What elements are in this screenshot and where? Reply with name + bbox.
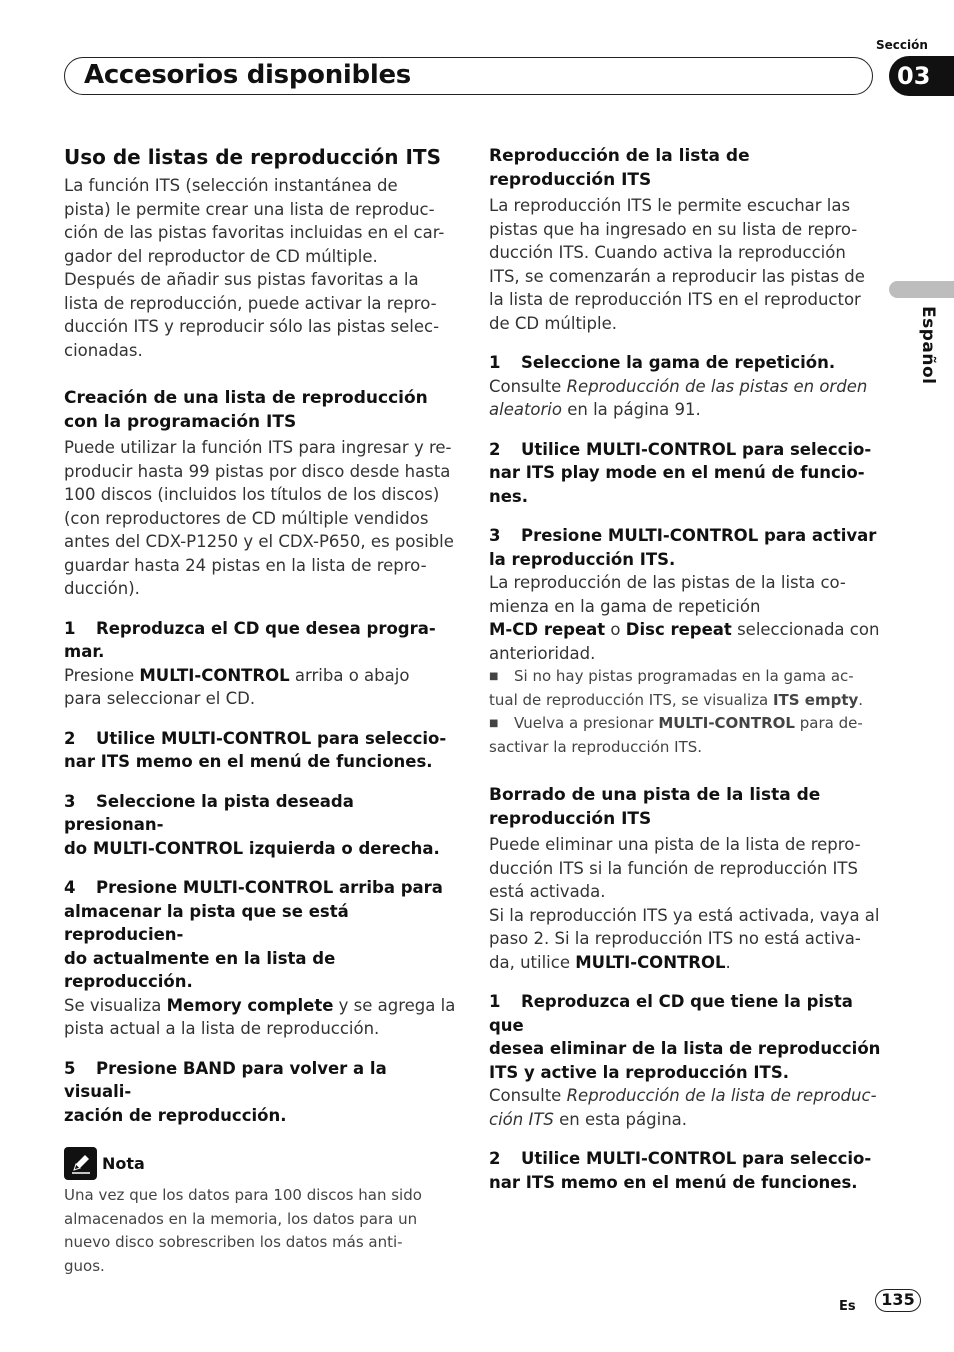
heading-line: reproducción ITS [489, 170, 652, 190]
subsection-paragraph [64, 436, 456, 601]
note-text [64, 1184, 456, 1278]
step-number: 3 [489, 526, 501, 545]
step-number: 5 [64, 1058, 76, 1078]
text-line: ducción). [64, 579, 140, 598]
step-1 [489, 351, 881, 375]
text-line: almacenados en la memoria, los datos para un [64, 1209, 418, 1228]
text-span: Presione [64, 665, 140, 685]
text-line: está activada. [489, 882, 606, 901]
bold-term: Memory complete [166, 995, 334, 1015]
step-text: zación de reproducción. [64, 1105, 287, 1125]
step-3 [489, 524, 881, 571]
step-text: do actualmente en la lista de reproducción. [64, 948, 336, 991]
page-title: Accesorios disponibles [84, 60, 411, 90]
subsection-heading [64, 386, 456, 434]
step-text: Seleccione la pista deseada presionan- [64, 791, 354, 834]
text-line: de CD múltiple. [489, 313, 617, 333]
heading-line: Creación de una lista de reproducción [64, 388, 428, 408]
step-text: Presione MULTI-CONTROL para activar [521, 526, 877, 545]
section-heading: Uso de listas de reproducción ITS [64, 145, 441, 169]
step-number: 1 [64, 618, 76, 638]
text-line: ción de las pistas favoritas incluidas en el car- [64, 223, 445, 242]
step-1-description [489, 375, 881, 422]
text-line: mienza en la gama de repetición [489, 596, 761, 616]
bold-term: MULTI-CONTROL [139, 665, 290, 685]
language-code: Es [839, 1299, 856, 1314]
right-column [489, 144, 881, 1194]
step-number: 1 [489, 353, 501, 372]
step-4-description [64, 994, 456, 1041]
step-text: do MULTI-CONTROL izquierda o derecha. [64, 838, 440, 858]
text-line: La reproducción de las pistas de la lista co- [489, 573, 846, 592]
step-text: nar ITS play mode en el menú de funcio- [489, 463, 865, 482]
text-line: ITS, se comenzarán a reproducir las pistas de [489, 266, 865, 286]
text-line: pistas que ha ingresado en su lista de repro- [489, 219, 858, 239]
step-1 [64, 617, 456, 664]
text-span: y se agrega la [333, 995, 456, 1015]
language-tab-marker [889, 281, 954, 298]
bold-term: Disc repeat [625, 620, 732, 639]
step-1-description [64, 664, 456, 711]
cross-reference: Reproducción de la lista de reproduc- [566, 1086, 877, 1105]
step-text: almacenar la pista que se está reproducien- [64, 901, 349, 944]
step-text: Presione MULTI-CONTROL arriba para [96, 878, 443, 897]
text-line: cionadas. [64, 340, 143, 360]
step-text: Reproduzca el CD que desea progra- [96, 618, 436, 638]
subsection-paragraph [489, 833, 881, 974]
intro-paragraph [489, 194, 881, 335]
subsection-heading [489, 783, 881, 831]
text-line: ducción ITS si la función de reproducción ITS [489, 858, 858, 878]
text-line: sactivar la reproducción ITS. [489, 737, 703, 756]
text-span: o [605, 620, 626, 639]
step-delete-1-description [489, 1084, 881, 1131]
text-line: Una vez que los datos para 100 discos han sido [64, 1186, 422, 1204]
text-span: en la página 91. [562, 400, 701, 419]
text-line: (con reproductores de CD múltiple vendidos [64, 508, 429, 528]
text-span: Se visualiza [64, 995, 167, 1015]
text-line: guos. [64, 1256, 105, 1275]
step-text: Presione BAND para volver a la visuali- [64, 1058, 387, 1101]
text-line: ducción ITS y reproducir sólo las pistas selec- [64, 317, 440, 336]
text-line: La reproducción ITS le permite escuchar las [489, 196, 851, 215]
text-line: La función ITS (selección instantánea de [64, 176, 398, 195]
heading-line: reproducción ITS [489, 809, 652, 829]
text-span: . [858, 690, 864, 709]
text-line: gador del reproductor de CD múltiple. [64, 246, 378, 266]
step-2 [64, 727, 456, 774]
step-text: Utilice MULTI-CONTROL para seleccio- [521, 1149, 872, 1168]
text-line: para seleccionar el CD. [64, 689, 256, 708]
text-line: paso 2. Si la reproducción ITS no está activa- [489, 929, 861, 948]
cross-reference: ción ITS [489, 1109, 554, 1129]
text-span: para de- [794, 714, 863, 732]
text-span: . [725, 952, 731, 972]
step-text: nes. [489, 486, 529, 506]
step-text: Reproduzca el CD que tiene la pista que [489, 992, 853, 1035]
step-2 [489, 438, 881, 509]
text-line: anterioridad. [489, 643, 596, 663]
step-text: desea eliminar de la lista de reproducción [489, 1039, 881, 1058]
step-4 [64, 876, 456, 994]
step-number: 1 [489, 992, 501, 1011]
step-number: 3 [64, 791, 76, 811]
bullet-item [489, 712, 881, 759]
text-line: pista) le permite crear una lista de reproduc- [64, 199, 435, 219]
step-text: ITS y active la reproducción ITS. [489, 1062, 789, 1082]
text-span: Si no hay pistas programadas en la gama ac- [514, 667, 854, 685]
text-span: Vuelva a presionar [514, 714, 659, 732]
step-5 [64, 1057, 456, 1128]
note-header [64, 1147, 456, 1180]
heading-line: Borrado de una pista de la lista de [489, 785, 821, 805]
step-3-description [489, 571, 881, 665]
note-label: Nota [102, 1154, 145, 1173]
step-number: 4 [64, 878, 76, 897]
step-delete-2 [489, 1147, 881, 1194]
pencil-note-icon [64, 1147, 97, 1180]
section-number-badge: 03 [889, 56, 954, 96]
step-text: nar ITS memo en el menú de funciones. [64, 752, 433, 771]
step-number: 2 [64, 728, 76, 748]
step-text: la reproducción ITS. [489, 549, 676, 569]
text-line: lista de reproducción, puede activar la repro- [64, 293, 437, 313]
heading-line: Reproducción de la lista de [489, 146, 750, 166]
text-span: Consulte [489, 376, 567, 396]
bold-term: MULTI-CONTROL [658, 714, 795, 732]
step-text: Utilice MULTI-CONTROL para seleccio- [521, 439, 872, 459]
section-label: Sección [876, 38, 928, 52]
step-3 [64, 790, 456, 861]
text-span: arriba o abajo [289, 665, 410, 685]
text-line: pista actual a la lista de reproducción. [64, 1019, 380, 1038]
text-line: producir hasta 99 pistas por disco desde hasta [64, 461, 451, 481]
text-span: en esta página. [553, 1109, 688, 1129]
text-span: tual de reproducción ITS, se visualiza [489, 690, 773, 709]
bold-term: M-CD repeat [489, 620, 606, 639]
step-number: 2 [489, 439, 501, 459]
step-text: mar. [64, 642, 105, 661]
text-line: ducción ITS. Cuando activa la reproducción [489, 243, 846, 262]
text-line: Si la reproducción ITS ya está activada, vaya al [489, 905, 880, 925]
cross-reference: Reproducción de las pistas en orden [566, 376, 868, 396]
text-line: Puede eliminar una pista de la lista de repro- [489, 835, 861, 854]
text-line: nuevo disco sobrescriben los datos más anti- [64, 1233, 403, 1251]
text-line: guardar hasta 24 pistas en la lista de repro- [64, 555, 427, 575]
step-text: Seleccione la gama de repetición. [521, 353, 836, 372]
page-number: 135 [875, 1289, 921, 1312]
intro-paragraph [64, 174, 456, 362]
language-tab-label: Español [918, 306, 938, 385]
heading-line: con la programación ITS [64, 412, 297, 432]
subsection-heading [489, 144, 881, 192]
text-span: seleccionada con [731, 620, 880, 639]
step-text: nar ITS memo en el menú de funciones. [489, 1172, 858, 1192]
text-line: 100 discos (incluidos los títulos de los discos) [64, 485, 440, 504]
bold-term: MULTI-CONTROL [575, 952, 726, 972]
text-line: Después de añadir sus pistas favoritas a la [64, 270, 419, 289]
step-number: 2 [489, 1149, 501, 1168]
text-line: antes del CDX-P1250 y el CDX-P650, es posible [64, 532, 454, 551]
bold-term: ITS empty [772, 690, 859, 709]
step-delete-1 [489, 990, 881, 1084]
text-line: Puede utilizar la función ITS para ingresar y re- [64, 438, 452, 457]
left-column [64, 144, 456, 1278]
text-line: la lista de reproducción ITS en el reproductor [489, 290, 861, 309]
step-text: Utilice MULTI-CONTROL para seleccio- [96, 728, 447, 748]
cross-reference: aleatorio [489, 400, 562, 419]
text-span: da, utilice [489, 952, 576, 972]
bullet-item [489, 665, 881, 712]
text-span: Consulte [489, 1086, 567, 1105]
